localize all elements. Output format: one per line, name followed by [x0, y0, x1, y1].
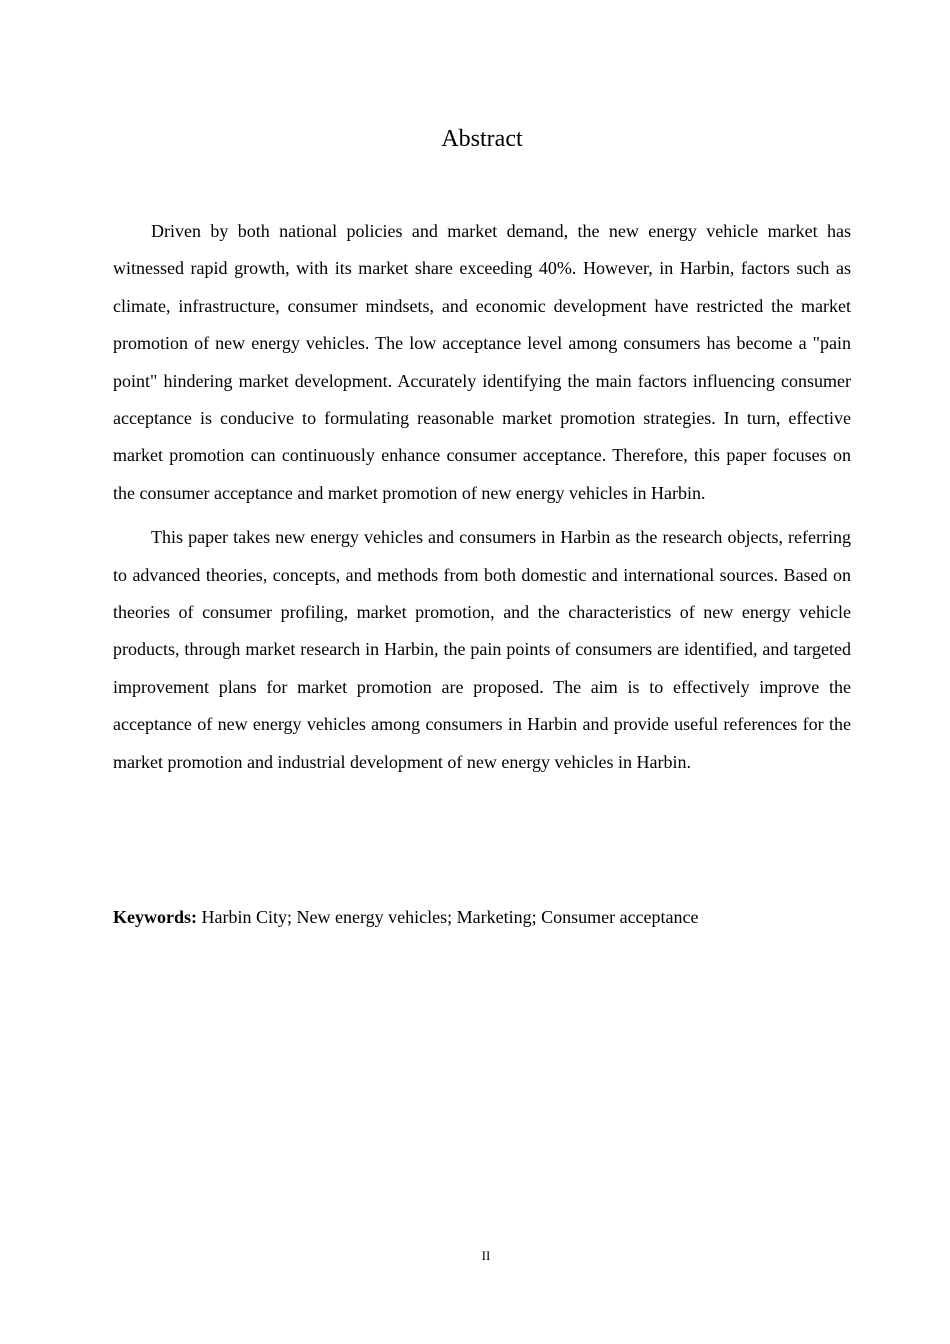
keywords-list: Harbin City; New energy vehicles; Marketing; Consumer acceptance	[201, 907, 699, 927]
page-number: II	[481, 1248, 491, 1263]
abstract-title: Abstract	[441, 126, 523, 152]
keywords-line	[113, 901, 851, 933]
abstract-body	[113, 213, 851, 788]
abstract-paragraph-1: Driven by both national policies and market demand, the new energy vehicle market has witnessed rapid growth, with its market share exceeding 40%. However, in Harbin, factors such as climate, infrastructure, consumer mindsets, and economic development have restricted the market promotion of new energy vehicles. The low acceptance level among consumers has become a "pain point" hindering market development. Accurately identifying the main factors influencing consumer acceptance is conducive to formulating reasonable market promotion strategies. In turn, effective market promotion can continuously enhance consumer acceptance. Therefore, this paper focuses on the consumer acceptance and market promotion of new energy vehicles in Harbin.	[113, 221, 851, 503]
abstract-paragraph-2: This paper takes new energy vehicles and consumers in Harbin as the research objects, referring to advanced theories, concepts, and methods from both domestic and international sources. Based on theories of consumer profiling, market promotion, and the characteristics of new energy vehicle products, through market research in Harbin, the pain points of consumers are identified, and targeted improvement plans for market promotion are proposed. The aim is to effectively improve the acceptance of new energy vehicles among consumers in Harbin and provide useful references for the market promotion and industrial development of new energy vehicles in Harbin.	[113, 527, 851, 772]
keywords-label: Keywords:	[113, 907, 197, 927]
